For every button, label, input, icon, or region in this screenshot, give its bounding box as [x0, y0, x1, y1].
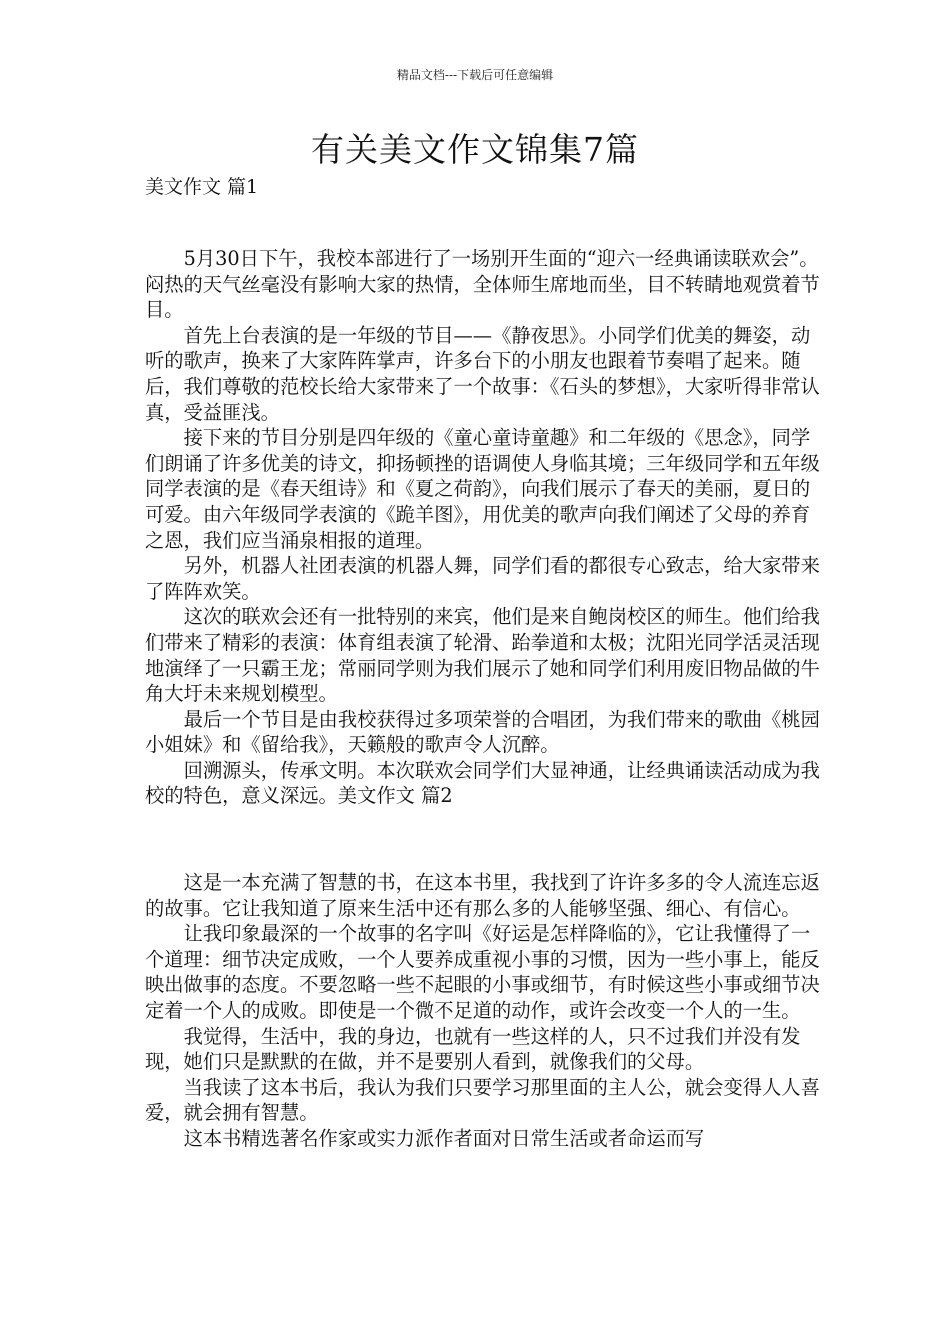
paragraph: 首先上台表演的是一年级的节目——《静夜思》。小同学们优美的舞姿，动听的歌声，换来了大家阵阵掌声，许多台下的小朋友也跟着节奏唱了起来。随后，我们尊敬的范校长给大家带来了一个故事：《石头的梦想》，大家听得非常认真，受益匪浅。: [145, 323, 820, 424]
paragraph: 5月30日下午，我校本部进行了一场别开生面的“迎六一经典诵读联欢会”。闷热的天气丝毫没有影响大家的热情，全体师生席地而坐，目不转睛地观赏着节目。: [145, 247, 820, 322]
section-1-body: [145, 246, 825, 809]
paragraph: 另外，机器人社团表演的机器人舞，同学们看的都很专心致志，给大家带来了阵阵欢笑。: [145, 554, 820, 603]
paragraph: 这是一本充满了智慧的书，在这本书里，我找到了许许多多的令人流连忘返的故事。它让我知道了原来生活中还有那么多的人能够坚强、细心、有信心。: [145, 871, 820, 920]
paragraph: 这次的联欢会还有一批特别的来宾，他们是来自鲍岗校区的师生。他们给我们带来了精彩的表演：体育组表演了轮滑、跆拳道和太极；沈阳光同学活灵活现地演绎了一只霸王龙；常丽同学则为我们展示了她和同学们利用废旧物品做的牛角大圩未来规划模型。: [145, 605, 820, 706]
page-header: 精品文档---下载后可任意编辑: [396, 68, 554, 82]
section-2-body: [145, 870, 825, 1152]
paragraph: 最后一个节目是由我校获得过多项荣誉的合唱团，为我们带来的歌曲《桃园小姐妹》和《留给我》，天籁般的歌声令人沉醉。: [145, 707, 820, 757]
paragraph: 回溯源头，传承文明。本次联欢会同学们大显神通，让经典诵读活动成为我校的特色，意义深远。美文作文 篇2: [145, 758, 820, 808]
paragraph: 当我读了这本书后，我认为我们只要学习那里面的主人公，就会变得人人喜爱，就会拥有智慧。: [145, 1075, 820, 1125]
paragraph: 我觉得，生活中，我的身边，也就有一些这样的人，只不过我们并没有发现，她们只是默默的在做，并不是要别人看到，就像我们的父母。: [145, 1024, 801, 1074]
paragraph: 接下来的节目分别是四年级的《童心童诗童趣》和二年级的《思念》，同学们朗诵了许多优美的诗文，抑扬顿挫的语调使人身临其境；三年级同学和五年级同学表演的是《春天组诗》和《夏之荷韵》，向我们展示了春天的美丽，夏日的可爱。由六年级同学表演的《跪羊图》，用优美的歌声向我们阐述了父母的养育之恩，我们应当涌泉相报的道理。: [145, 426, 820, 552]
paragraph: 这本书精选著名作家或实力派作者面对日常生活或者命运而写: [183, 1126, 705, 1150]
section-1-heading: 美文作文 篇1: [145, 176, 259, 198]
document-title: 有关美文作文锦集7篇: [311, 130, 639, 169]
paragraph: 让我印象最深的一个故事的名字叫《好运是怎样降临的》，它让我懂得了一个道理：细节决定成败，一个人要养成重视小事的习惯，因为一些小事上，能反映出做事的态度。不要忽略一些不起眼的小事或细节，有时候这些小事或细节决定着一个人的成败。即使是一个微不足道的动作，或许会改变一个人的一生。: [145, 922, 820, 1022]
